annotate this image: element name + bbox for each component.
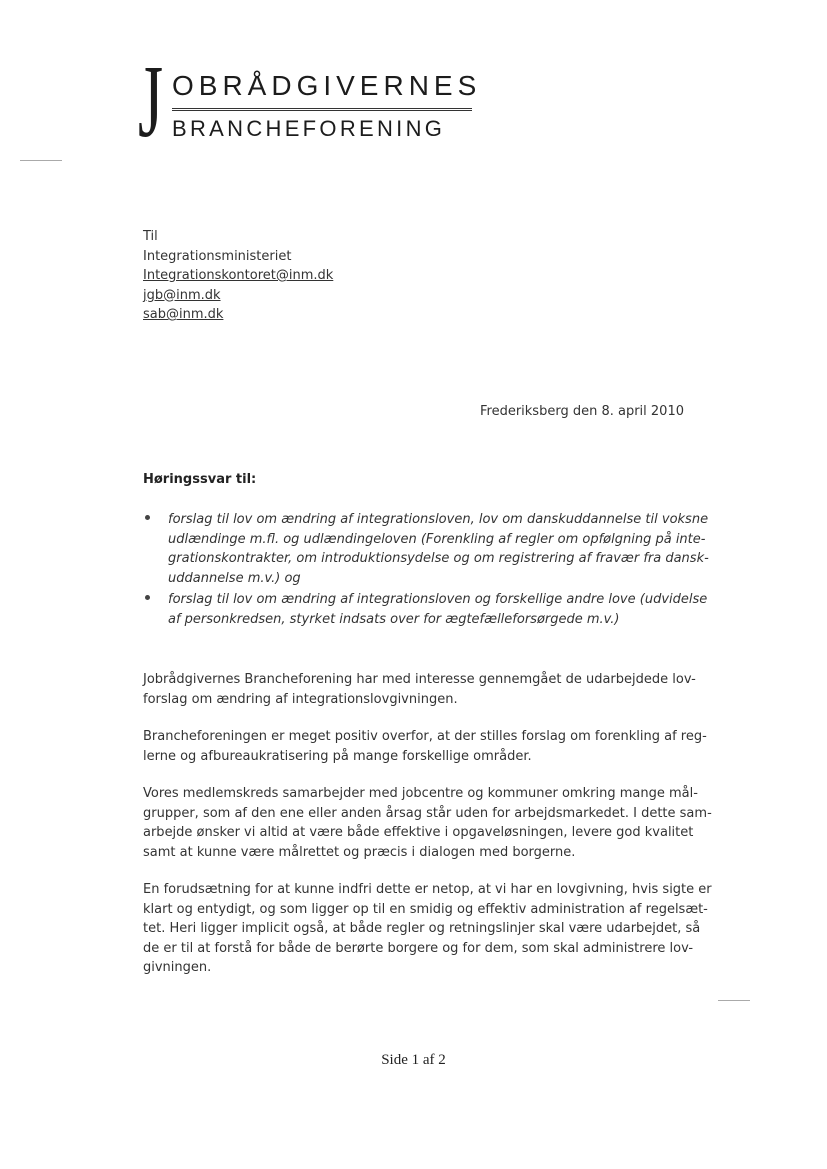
text-line: forslag til lov om ændring af integrationsloven og forskellige andre love (udvidelse — [168, 592, 708, 607]
text-line: de er til at forstå for både de berørte borgere og for dem, som skal administrere lov- — [143, 940, 694, 956]
paragraph — [143, 880, 712, 978]
text-line: En forudsætning for at kunne indfri dette er netop, at vi har en lovgivning, hvis sigte er — [143, 882, 712, 897]
bullet-list — [143, 510, 709, 631]
list-item — [143, 590, 708, 629]
text-line: grupper, som af den ene eller anden årsag står uden for arbejdsmarkedet. I dette sam- — [143, 805, 712, 821]
scan-mark — [20, 160, 62, 161]
recipient-email-link[interactable]: sab@inm.dk — [143, 307, 224, 322]
logo-initial: J — [138, 44, 164, 159]
logo-line-1: OBRÅDGIVERNES — [172, 70, 482, 101]
list-item — [143, 510, 709, 588]
logo-divider — [172, 108, 472, 111]
paragraph — [143, 670, 703, 709]
letter-date: Frederiksberg den 8. april 2010 — [479, 404, 684, 419]
organization-logo — [138, 44, 482, 159]
scan-mark — [718, 1000, 750, 1001]
text-line: Vores medlemskreds samarbejder med jobcentre og kommuner omkring mange mål- — [143, 786, 698, 801]
bullet-icon — [145, 595, 150, 600]
text-line: grationskontrakter, om introduktionsydelse og om registrering af fravær fra dansk- — [168, 551, 709, 566]
text-line: af personkredsen, styrket indsats over for ægtefælleforsørgede m.v.) — [168, 611, 620, 627]
text-line: givningen. — [143, 960, 212, 975]
page-number: Side 1 af 2 — [381, 1052, 446, 1068]
text-line: uddannelse m.v.) og — [168, 570, 301, 586]
text-line: udlændinge m.fl. og udlændingeloven (Forenkling af regler om opfølgning på inte- — [168, 531, 706, 547]
recipient-email-link[interactable]: jgb@inm.dk — [143, 287, 221, 303]
text-line: Jobrådgivernes Brancheforening har med interesse gennemgået de udarbejdede lov- — [143, 672, 696, 687]
text-line: arbejde ønsker vi altid at være både effektive i opgaveløsningen, levere god kvalitet — [143, 825, 694, 840]
logo-line-2: BRANCHEFORENING — [172, 116, 446, 141]
text-line: tet. Heri ligger implicit også, at både regler og retningslinjer skal være udarbejdet, så — [143, 921, 701, 936]
text-line: forslag om ændring af integrationslovgivningen. — [143, 691, 458, 707]
text-line: forslag til lov om ændring af integrationsloven, lov om danskuddannelse til voksne — [168, 512, 709, 527]
recipient-label: Til — [143, 229, 158, 244]
text-line: lerne og afbureaukratisering på mange forskellige områder. — [143, 748, 532, 764]
text-line: Brancheforeningen er meget positiv overfor, at der stilles forslag om forenkling af reg- — [143, 729, 707, 744]
text-line: klart og entydigt, og som ligger op til en smidig og effektiv administration af regelsæt- — [143, 901, 708, 917]
paragraph — [143, 727, 707, 766]
text-line: samt at kunne være målrettet og præcis i dialogen med borgerne. — [143, 844, 576, 860]
recipient-block — [143, 227, 333, 325]
paragraph — [143, 784, 712, 862]
recipient-name: Integrationsministeriet — [143, 248, 292, 264]
letter-heading: Høringssvar til: — [143, 472, 257, 487]
bullet-icon — [145, 515, 150, 520]
recipient-email-link[interactable]: Integrationskontoret@inm.dk — [143, 268, 334, 283]
